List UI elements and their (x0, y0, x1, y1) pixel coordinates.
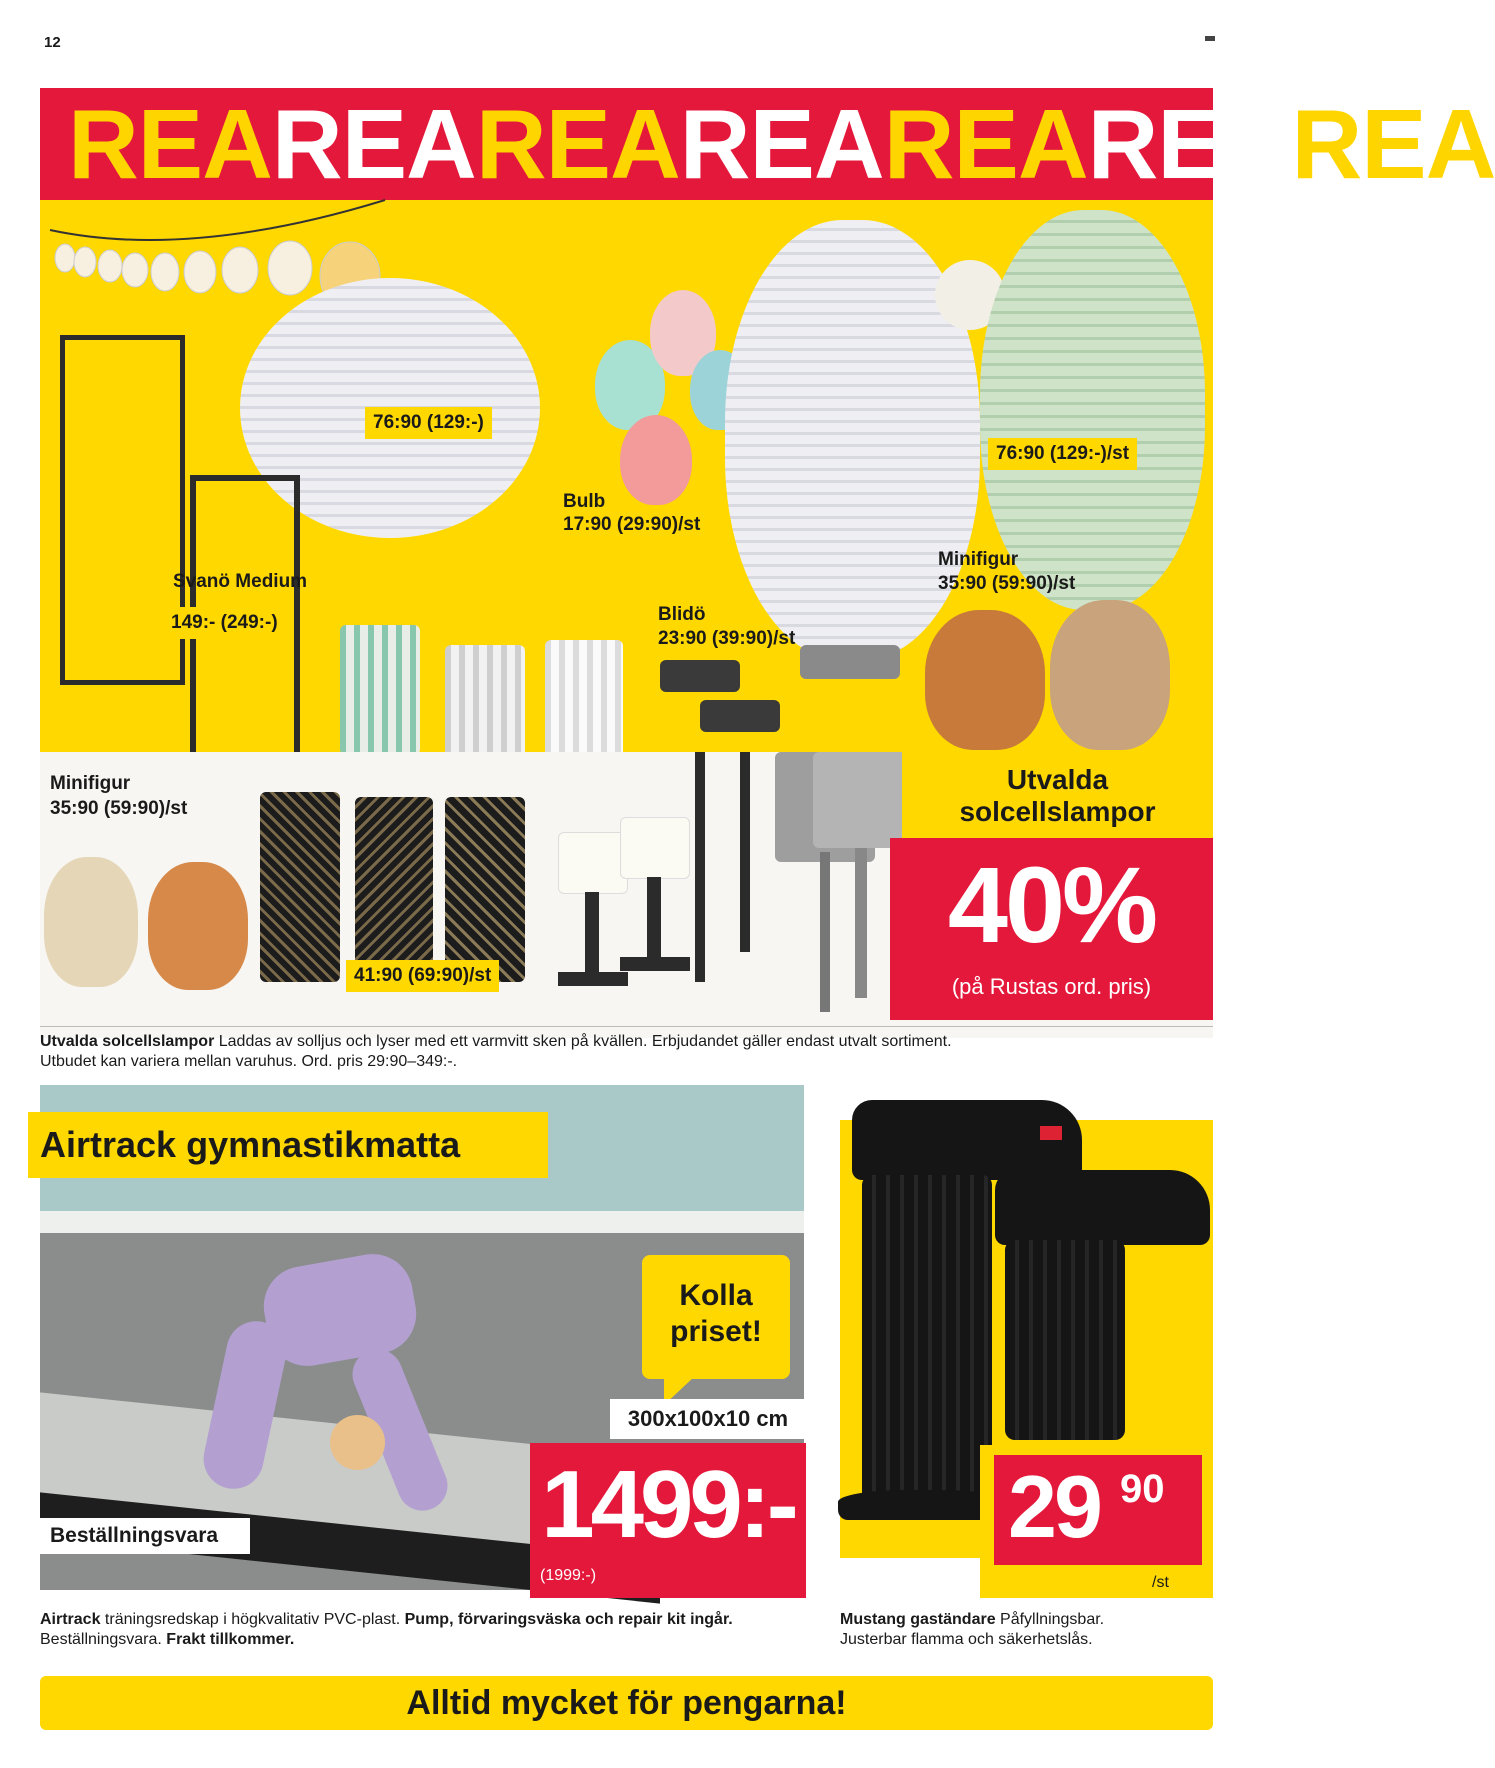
lighter-2-head (995, 1170, 1210, 1245)
solar-lamps-section (40, 200, 1213, 752)
solar-stake-top-2 (700, 700, 780, 732)
solar-desc-text: Laddas av solljus och lyser med ett varmvitt sken på kvällen. Erbjudandet gäller endast utvalt sortiment. (214, 1033, 952, 1050)
solar-stake-1-pole (695, 752, 705, 982)
svano-name: Svanö Medium (173, 571, 308, 592)
solar-stake-3-pole (820, 852, 830, 1012)
black-lantern-1-image (260, 792, 340, 982)
solar-desc-line2: Utbudet kan variera mellan varuhus. Ord. pris 29:90–349:-. (40, 1053, 458, 1070)
solar-stake-top-1 (660, 660, 740, 692)
discount-subtext: (på Rustas ord. pris) (951, 974, 1152, 999)
page-number: 12 (44, 34, 61, 51)
green-lantern-price: 76:90 (129:-)/st (988, 438, 1137, 470)
lighter-price-main: 29 (1008, 1457, 1100, 1556)
discount-percent: 40% (947, 844, 1156, 965)
solar-stake-top-3 (800, 645, 900, 679)
solar-stake-2-pole (740, 752, 750, 952)
lighter-desc-text: Påfyllningsbar. (995, 1611, 1105, 1628)
svano-price: 149:- (249:-) (163, 607, 286, 639)
promo-line1: Utvalda (1006, 764, 1109, 795)
lighter-1-button (1040, 1126, 1062, 1140)
lighter-price-badge (994, 1455, 1202, 1565)
airtrack-ord-price: (1999:-) (540, 1567, 597, 1584)
blido-name: Blidö (658, 604, 706, 625)
airtrack-desc-line2: Beställningsvara. (40, 1631, 167, 1648)
airtrack-price: 1499:- (541, 1451, 795, 1558)
bubble-line2: priset! (670, 1315, 762, 1348)
airtrack-description (40, 1610, 820, 1650)
promo-header (902, 750, 1213, 838)
wall-trim (40, 1211, 804, 1233)
airtrack-desc-bold2: Pump, förvaringsväska och repair kit ingår. (404, 1611, 733, 1628)
lighter-1-head (852, 1100, 1082, 1180)
minifigur-left-price: 35:90 (59:90)/st (50, 798, 188, 819)
blido-price: 23:90 (39:90)/st (658, 628, 796, 649)
black-lantern-price: 41:90 (69:90)/st (346, 960, 499, 992)
rea-banner-text: REAREAREAREAREAREAREA (68, 89, 1495, 199)
airtrack-desc-bold1: Airtrack (40, 1611, 101, 1628)
dog-figure-image (44, 857, 138, 987)
black-lantern-2-image (355, 797, 433, 982)
lighter-1-body (862, 1175, 992, 1505)
corner-mark (1205, 36, 1215, 41)
table-lamp-1-shade (558, 832, 628, 894)
table-lamp-1-base (558, 972, 628, 986)
airtrack-desc-text1: träningsredskap i högkvalitativ PVC-plast. (100, 1611, 405, 1628)
minifigur-right-price: 35:90 (59:90)/st (938, 573, 1076, 594)
check-price-bubble (642, 1255, 790, 1379)
bulb-name: Bulb (563, 491, 606, 512)
solar-desc-bold: Utvalda solcellslampor (40, 1033, 215, 1050)
cat-figure-image (1050, 600, 1170, 750)
promo-line2: solcellslampor (959, 796, 1156, 827)
green-solar-lantern-image (340, 625, 420, 755)
red-bulb-image (620, 415, 692, 505)
airtrack-size: 300x100x10 cm (610, 1399, 806, 1439)
section-divider (40, 1026, 1213, 1027)
table-lamp-2-stem (647, 877, 661, 957)
airtrack-title: Airtrack gymnastikmatta (28, 1112, 548, 1178)
solar-stake-4-pole (855, 848, 867, 998)
rea-banner (40, 88, 1495, 200)
order-item-label: Beställningsvara (40, 1518, 250, 1554)
lighter-desc-line2: Justerbar flamma och säkerhetslås. (840, 1631, 1093, 1648)
lighter-price-cents: 90 (1120, 1467, 1165, 1511)
footer-slogan: Alltid mycket för pengarna! (40, 1676, 1213, 1730)
minifigur-left-name: Minifigur (50, 773, 131, 794)
deer-figure-image (148, 862, 248, 990)
airtrack-desc-line2-bold: Frakt tillkommer. (166, 1631, 295, 1648)
table-lamp-1-stem (585, 892, 599, 972)
solar-lamps-description (40, 1032, 1210, 1072)
bubble-line1: Kolla (679, 1279, 753, 1312)
table-lamp-2-shade (620, 817, 690, 879)
black-lantern-3-image (445, 797, 525, 982)
table-lamp-2-base (620, 957, 690, 971)
white-solar-lantern-2-image (545, 640, 623, 765)
lantern-price: 76:90 (129:-) (365, 407, 492, 439)
lighter-desc-bold: Mustang gaständare (840, 1611, 996, 1628)
girl-head-image (330, 1415, 385, 1470)
lighter-per-unit: /st (1152, 1574, 1169, 1591)
white-solar-lantern-image (445, 645, 525, 765)
hamster-figure-image (925, 610, 1045, 750)
discount-badge (890, 838, 1213, 1020)
minifigur-right-name: Minifigur (938, 549, 1019, 570)
lighter-2-body (1005, 1240, 1125, 1440)
lighter-description (840, 1610, 1220, 1650)
airtrack-price-badge (530, 1443, 806, 1598)
bulb-price: 17:90 (29:90)/st (563, 514, 701, 535)
